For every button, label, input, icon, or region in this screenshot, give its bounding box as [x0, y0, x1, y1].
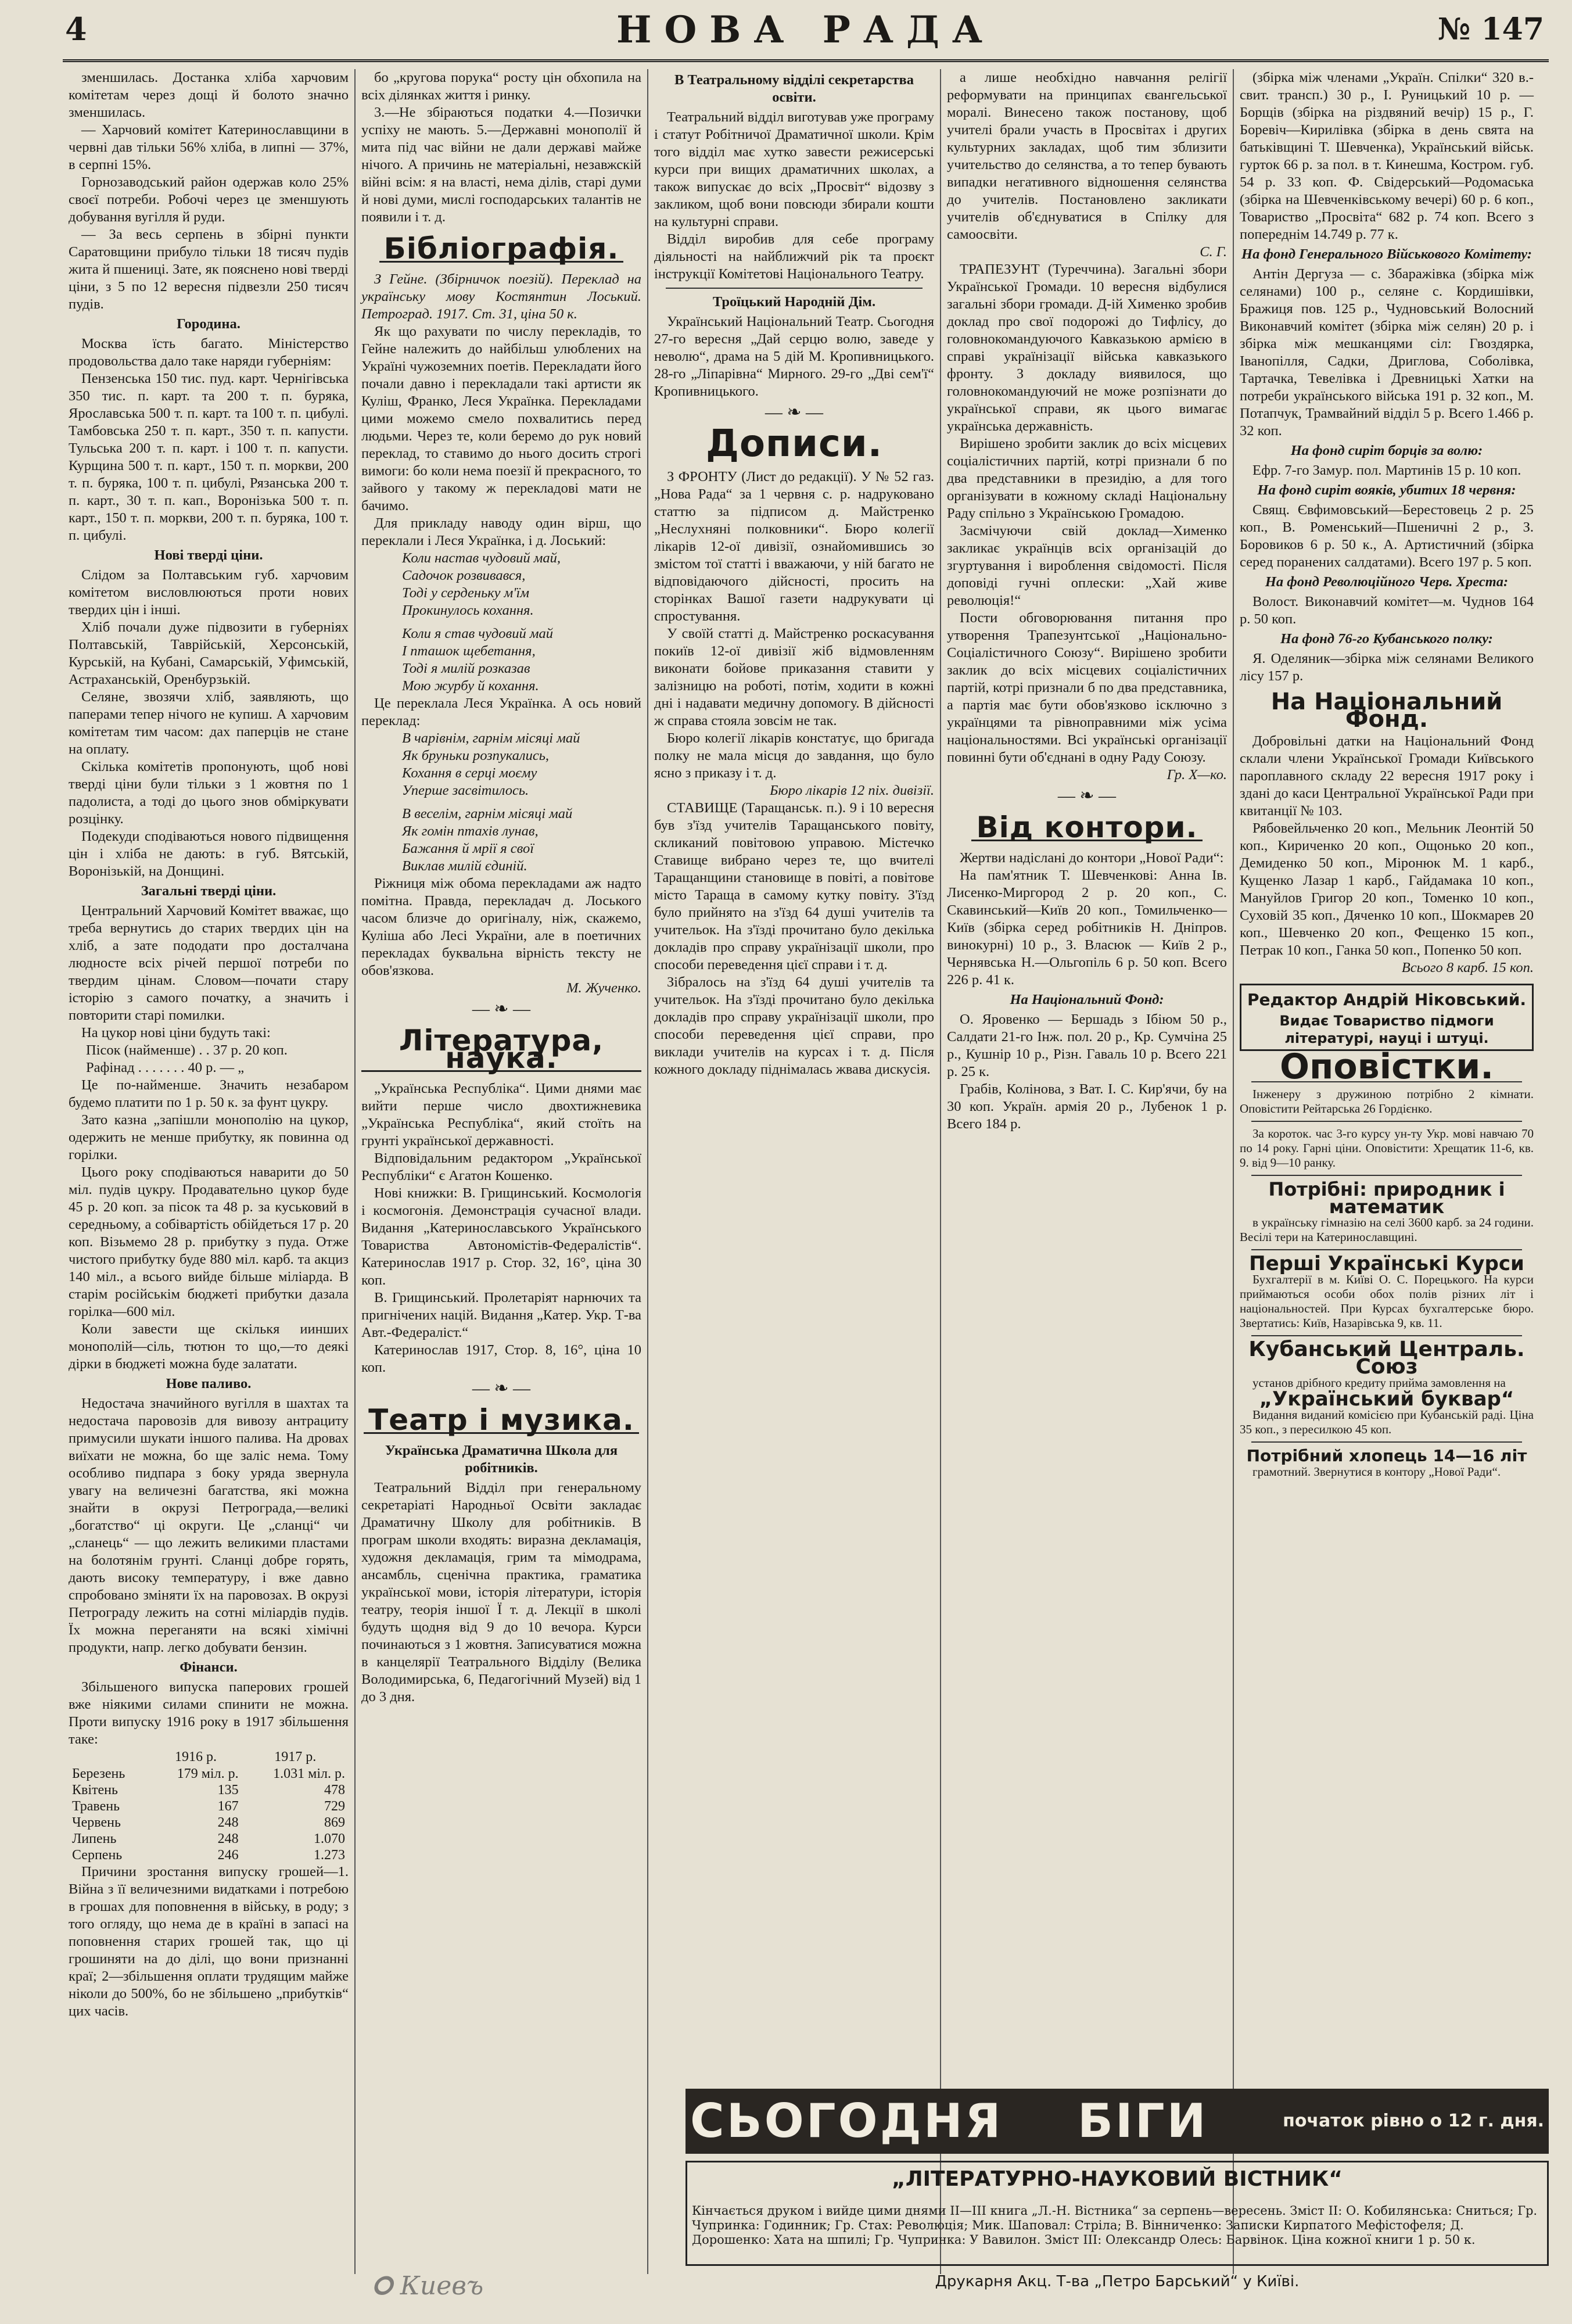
paragraph: Як що рахувати по числу перекладів, то Гейне належить до найбільш улюблених на Україні чужоземних поетів. Перекладати його почали давно і перекладали такі артисти як Куліш, Франко, Леся Українка. Перекладами цими можемо смело похвалитись перед людьми. Через те, коли беремо до рук новий переклад, то ставимо до нього досить строгі вимоги: бо коли нема поезії й прекрасного, то зайвого у такому ж перекладові мати не бачимо. — [361, 324, 641, 514]
announcement: Інженеру з дружиною потрібно 2 кімнати. Оповістити Рейтарська 26 Гордієнко. — [1240, 1087, 1534, 1116]
divider — [1251, 1249, 1522, 1250]
column-4 — [941, 69, 1234, 2274]
signature: Бюро лікарів 12 піх. дивізії. — [770, 783, 934, 798]
paragraph: Рябовейльченко 20 коп., Мельник Леонтій 50 коп., Кириченко 20 коп., Ощонько 20 коп., Демиденко 50 коп., Міронюк М. 1 карб., Кущенко Лазар 1 карб., Гайдамака 10 коп., Мануйлов Григор 20 коп., Томенко 10 коп., Суховій 35 коп., Дяченко 10 коп., Шокмарев 20 коп., Шевченко 20 коп., Фещенко 15 коп., Петрак 10 коп., Ганка 50 коп., Попенко 50 коп. — [1240, 820, 1534, 958]
page-number: 4 — [65, 10, 87, 48]
paragraph: У своїй статті д. Майстренко роскасування покиїв 12-ої дивізії жіб відмовленням виконати бойове приказання ставити у залізницю на роботі, потім, ходити в кожні дні і надавати медичну допомогу. В дійсності ж справа стояла зовсім не так. — [654, 626, 934, 729]
ornament-divider: — ❧ — — [1057, 786, 1117, 805]
paragraph: Коли завести ще скількя иинших монополій—сіль, тютюн то що,—то деякі дірки в бюджеті можна буде залатати. — [69, 1321, 349, 1372]
poem-line: Коли настав чудовий май, — [402, 550, 561, 566]
poem-line: В чарівнім, гарнім місяці май — [402, 730, 580, 746]
table-cell: 246 — [217, 1848, 239, 1863]
poem-stanza — [361, 805, 641, 875]
table-cell: Квітень — [72, 1783, 118, 1798]
poem-line: Як бруньки розпукались, — [402, 748, 549, 763]
section-heading-literature — [361, 1024, 641, 1075]
paragraph: зменшилась. Достанка хліба харчовим комітетам через дощі й болото значно зменшилась. — [69, 70, 349, 120]
ornament-divider: — ❧ — — [472, 1379, 531, 1398]
announcement-title: „Український буквар“ — [1259, 1387, 1514, 1411]
signature: С. Г. — [1200, 244, 1227, 260]
columns — [63, 69, 1549, 2274]
paragraph: Цього року сподіваються наварити до 50 міл. пудів цукру. Продавательно цукор буде 45 р. 20 коп. за пісок та 48 р. за куськовий в середньому, а собівартість обійдеться 17 р. 20 коп. Візьмемо 28 р. прибутку з пуда. Отже чистого прибутку буде 880 міл. карб. та акциз 140 міл., а всього вийде більше міліарда. В старім російськім бюджеті прибутки дазала горілка—600 міл. — [69, 1164, 349, 1319]
section-title: Література, наука. — [361, 1032, 641, 1072]
paragraph: Недостача значийного вугілля в шахтах та недостача паровозів для вивозу антрациту примусили шукати іншого палива. На дровах виїхати не можна, бо ще заліс нема. Тому особливо пидпара з боку уряда звернула увагу на величезні багатства, які можна знайти в окрузі Петрограда,—великі „богатство“ ці округи. Це „сланці“ чи „сланець“ — що лежить великими пластами на болотянім грунті. Сланці добре горять, дають високу температуру, і вже давно спробовано зміняти їх на паровозах. В окрузі Петрограду лежить на сотні міліардів пудів. Їх можна переганяти на всякі хімічні продукти, напр. легко добувати бензин. — [69, 1396, 349, 1655]
section-heading-bibliography — [361, 232, 641, 266]
subheading: На фонд 76-го Кубанського полку: — [1280, 631, 1493, 647]
table-row — [69, 1814, 349, 1831]
finance-table-header — [69, 1748, 349, 1766]
poem-line: Тоді я милій розказав — [402, 661, 530, 676]
poem-line: Садочок розвивався, — [402, 568, 526, 583]
paragraph: Вирішено зробити заклик до всіх місцевих соціалістичних партій, котрі признали б по два представники в президію, а для того організувати в кожному складі Національну Раду спільно з Українською Громадою. — [947, 436, 1227, 521]
poem-stanza — [361, 550, 641, 619]
paragraph: Ріжниця між обома перекладами аж надто помітна. Правда, перекладач д. Лоського часом близче до оригіналу, ніж, скажемо, Куліша або Лесі України, але в поетичних перекладах буквальна вірність тексту не обов'язкова. — [361, 876, 641, 978]
paragraph: В. Грищинський. Пролетаріят нарнючих та пригнічених націй. Видання „Катер. Укр. Т-ва Авт.-Федераліст.“ — [361, 1290, 641, 1340]
paragraph: Скілька комітетів пропонують, щоб нові тверді ціни були тільки з 1 жовтня по 1 падолиста, а тоді до цього знов обміркувати розцінку. — [69, 759, 349, 827]
paragraph: На пам'ятник Т. Шевченкові: Анна Ів. Лисенко-Миргород 2 р. 20 коп., С. Скавинський—Київ 20 коп., Томильченко—Київ (збірка серед робітників Н. Дніпров. винокурні) 10 р., З. Власюк — Київ 2 р., Чернявська Н.—Ольгопіль 6 р. 50 коп. Всего 226 р. 41 к. — [947, 867, 1227, 988]
total: Всього 8 карб. 15 коп. — [1401, 960, 1534, 975]
poem-line: Тоді у серденьку м'їм — [402, 585, 529, 601]
paragraph: Для прикладу наводу один вірш, що переклали і Леся Українка, і д. Лоський: — [361, 515, 641, 548]
paragraph: а лише необхідно навчання релігії реформувати на принципах євангельської моралі. Винесено також постанову, щоб учителі брали участь в Просвітах і других культурних закладах, щоб тим зблизити учительство до селянства, а то тепер бувають випадки негативного відношення селянства до учителів. Постановлено закликати учителів об'єднуватися в Спілку для самоосвіти. — [947, 70, 1227, 242]
poem-line: Бажання й мрії я свої — [402, 841, 534, 856]
paragraph: Хліб почали дуже підвозити в губерніях Полтавській, Таврійській, Херсонській, Курській, на Кубані, Самарській, Уфимській, Астраханській, Оренбурзькій. — [69, 619, 349, 687]
signature: М. Жученко. — [566, 980, 641, 996]
announcement-title: Потрібні: природник і математик — [1268, 1178, 1505, 1218]
finance-table-body — [69, 1766, 349, 1863]
subheading: Нове паливо. — [166, 1376, 252, 1391]
poem-stanza — [361, 730, 641, 799]
paragraph: О. Яровенко — Бершадь з Ібіюм 50 р., Салдати 21-го Інж. пол. 20 р., Кр. Сумчіна 25 р., Кушнір 10 р., Різн. Гаваль 10 р. Всего 221 р. 25 к. — [947, 1012, 1227, 1079]
paragraph: Селяне, звозячи хліб, заявляють, що паперами тепер нічого не купиш. А харчовим комітетам тим часом: дах паперців не стане на оплату. — [69, 689, 349, 757]
poem-line: Мою журбу й кохання. — [402, 678, 539, 694]
paragraph: Центральний Харчовий Комітет вважає, що треба вернутись до старих твердих цін на хліб, а зате пододати про досталчана людносте всіх річей першої потреби по твердим цінам. Словом—почати стару історію з самого початку, а значить і повторити старі помилки. — [69, 903, 349, 1023]
ornament-divider: — ❧ — — [472, 999, 531, 1018]
table-cell: 729 — [324, 1799, 345, 1814]
vistnik-text: Кінчається друком і вийде цими днями II—III книга „Л.-Н. Вістника“ за серпень—вересень. Зміст II: О. Кобилянська: Сниться; Гр. Чупринка: Годинник; Гр. Стах: Революція; Мик. Шаповал: Стріла; В. Вінниченко: Записки Кирпатого Мефістофеля; Д. Дорошенко: Хата на шпилі; Гр. Чупринка: У Вавилон. Зміст III: Олександр Олесь: Барвінок. Ціна кожної книги 1 р. 50 к. — [692, 2204, 1538, 2247]
divider — [1251, 1441, 1522, 1443]
finance-table — [69, 1748, 349, 1863]
sugar-price: Пісок (найменше) . . 37 р. 20 коп. — [86, 1042, 288, 1058]
poem-line: В веселім, гарнім місяці май — [402, 806, 573, 822]
vistnik-title: „ЛІТЕРАТУРНО-НАУКОВИЙ ВІСТНИК“ — [892, 2167, 1343, 2191]
paragraph: Нові книжки: В. Грищинський. Космологія і космогонія. Демонстрація сучасної влади. Видання „Катеринославського Українського Товариства Автономістів-Федералістів“. Катеринослав 1917 р. Стор. 32, 16°, ціна 30 коп. — [361, 1185, 641, 1288]
ornament-divider: — ❧ — — [765, 403, 824, 422]
page-header — [63, 6, 1549, 62]
subheading: На фонд Генерального Військового Комітету: — [1241, 246, 1532, 262]
paragraph: Грабів, Колінова, з Ват. І. С. Кир'ячи, бу на 30 коп. Україн. армія 20 р., Лубенок 1 р. Всего 184 р. — [947, 1081, 1227, 1132]
paragraph: СТАВИЩЕ (Таращанськ. п.). 9 і 10 вересня був з'їзд учителів Таращанського повіту, скликаний повітовою управою. Містечко Ставище вибрано через те, що вчителі Таращанщини становище в повіті, а повітове місто Тараща в самому кутку повіту. З'їзд було прийнято на з'їзд 64 душі учителів та учительок. На з'їзді прочитано було декілька докладів про справу українізації школи, про способи переведення цієї справи і т. д. — [654, 800, 934, 973]
table-cell: 478 — [324, 1783, 345, 1798]
subheading: На фонд Революційного Черв. Хреста: — [1265, 574, 1509, 590]
paragraph: ТРАПЕЗУНТ (Туреччина). Загальні збори Української Громади. 10 вересня відбулися загальні збори громади. Д-ій Хименко зробив доклад про свої подорожі до Тифлісу, до головнокомандуючого Кавказькою армією в справі українізації війська кавказького фронту. З докладу виявилося, що головнокомандуючий не може розпізнати до української справи, як цього вимагає українська державність. — [947, 261, 1227, 434]
column-2 — [356, 69, 648, 2274]
divider — [666, 288, 923, 289]
subheading: Троїцький Народній Дім. — [712, 294, 876, 310]
paragraph: З ФРОНТУ (Лист до редакції). У № 52 газ. „Нова Рада“ за 1 червня с. р. надруковано статтю за підписом д. Майстренко „Неслухняні полковники“. Бюро колегії лікарів 12-ої дивізії, ознайомившись зо змістом тої статті і вважаючи, у ній багато не відповідаючого дійсності, просить на сторінках Вашої газети надрукувати ці спростування. — [654, 469, 934, 624]
table-row — [69, 1782, 349, 1798]
announcement: Видання виданий комісією при Кубанській раді. Ціна 35 коп., з пересилкою 45 коп. — [1240, 1408, 1534, 1436]
paragraph: Пензенська 150 тис. пуд. карт. Чернігівська 350 тис. п. карт. та 200 т. п. буряка, Ярославська 500 т. п. карт. та 100 т. п. цибулі. Тамбовська 250 т. п. карт., 350 т. п. капусти. Тульська 200 т. п. карт. і 100 т. п. капусти. Курщина 500 т. п. карт., 150 т. п. моркви, 200 т. п. буряка, 100 т. п. цибулі, Рязанська 200 т. п. карт., 30 т. п. кап., Воронізька 500 т. п. карт., 150 т. п. моркви, 200 т. п. буряка, 100 т. п. цибулі. — [69, 371, 349, 543]
poem-line: І пташок щебетання, — [402, 643, 536, 659]
poem-line: Коли я став чудовий май — [402, 626, 553, 641]
table-header-cell: 1916 р. — [175, 1749, 217, 1764]
paragraph: Жертви надіслані до контори „Нової Ради“: — [960, 850, 1224, 866]
announcement: установ дрібного кредиту прийма замовлення на — [1252, 1376, 1506, 1390]
banner-today: СЬОГОДНЯ — [690, 2094, 1003, 2148]
banner-races: БІГИ — [1077, 2094, 1208, 2148]
subheading: Фінанси. — [180, 1659, 238, 1675]
divider — [1251, 1335, 1522, 1336]
paragraph: Свящ. Євфимовський—Берестовець 2 р. 25 коп., В. Роменський—Пшеничні 2 р., З. Боровиков 6 р. 50 к., А. Артистичний (збірка серед поранених салдатами). Всего 197 р. 5 коп. — [1240, 502, 1534, 570]
table-row — [69, 1847, 349, 1863]
paragraph: Волост. Виконавчий комітет—м. Чуднов 164 р. 50 коп. — [1240, 594, 1534, 627]
paragraph: Бюро колегії лікарів констатує, що бригада полку не мала місця до завдання, що було ясно з приказу і т. д. — [654, 730, 934, 781]
library-stamp: 🞇 Киевъ — [372, 2271, 484, 2301]
paragraph: Причини зростання випуску грошей—1. Війна з її величезними видатками і потребою в грошах для поповнення в війську, в роду; з того огляду, що нема де в країні в запасі на поповнення старих грошей так, що ці грошиняти на до ділі, що вони признанні краї; 2—збільшення оплати трудящим майже ніколи до 500%, бо не збільшено „прибутків“ цих часів. — [69, 1864, 349, 2019]
paragraph: Москва їсть багато. Міністерство продовольства дало таке наряди губерніям: — [69, 336, 349, 369]
races-banner — [685, 2089, 1549, 2154]
paragraph: Зато казна „запішли монополію на цукор, одержить не менше прибутку, як повинна од горілки. — [69, 1112, 349, 1163]
table-header-cell: 1917 р. — [274, 1749, 317, 1764]
editor-line: Редактор Андрій Ніковський. — [1247, 990, 1527, 1009]
subheading: Нові тверді ціни. — [154, 547, 263, 563]
paragraph: Добровільні датки на Національний Фонд склали члени Української Громади Київського пароплавного складу 22 вересня 1917 року і здані до каси Центральної Української Ради при квитанції № 103. — [1240, 733, 1534, 819]
paragraph: Горнозаводський район одержав коло 25% своєї потреби. Робочі через це зменшують добування вугілля й руди. — [69, 174, 349, 225]
table-row — [69, 1831, 349, 1847]
table-header-cell — [69, 1748, 149, 1766]
table-row — [69, 1798, 349, 1814]
paragraph: Ефр. 7-го Замур. пол. Мартинів 15 р. 10 коп. — [1252, 462, 1521, 478]
stamp-text: Киевъ — [400, 2271, 484, 2301]
paragraph: — Харчовий комітет Катеринославщини в червні дав тільки 56% хліба, в липні — 37%, в серпні 15%. — [69, 122, 349, 173]
table-cell: Липень — [72, 1831, 117, 1846]
paragraph: Український Національний Театр. Сьогодня 27-го вересня „Дай серцю волю, заведе у неволю“, драма на 5 дій М. Кропивницького. 28-го „Ліпарівна“ Мирного. 29-го „Дві сем'ї“ Кропивницького. — [654, 314, 934, 399]
paragraph: Засмічуючи свій доклад—Хименко закликає українців всіх організацій до згуртування і вироблення свідомості. Після доповіді гучні оплески: „Хай живе революція!“ — [947, 523, 1227, 608]
table-cell: Травень — [72, 1799, 120, 1814]
column-1 — [63, 69, 356, 2274]
section-title: Від контори. — [971, 819, 1202, 841]
paragraph: бо „кругова порука“ росту цін обхопила на всіх ділянках життя і ринку. — [361, 70, 641, 103]
table-cell: 167 — [217, 1799, 239, 1814]
announcement-title: Перші Українські Курси — [1249, 1252, 1524, 1275]
section-title: На Національний Фонд. — [1270, 688, 1503, 733]
paragraph: (збірка між членами „Україн. Спілки“ 320 в.-свит. трансп.) 30 р., І. Руницький 10 р. — Борщів (збірка на різдвяний вечір) 15 р., Г. Боревіч—Кирилівка (збірка в день свята на батьківщині Т. Шевченка), Український військ. гурток 66 р. за пол. в т. Кинешма, Костром. губ. 54 р. 33 коп. Ф. Свідерський—Родомаська (збірка на Шевченківському вечері) 60 р. 6 коп., Товариство „Просвіта“ 682 р. 74 коп. Всего з попереднім 14.749 р. 77 к. — [1240, 70, 1534, 242]
column-5 — [1234, 69, 1539, 2274]
divider — [1251, 1121, 1522, 1122]
paragraph: Відділ виробив для себе програму діяльності на найближчий рік та проєкт інструкції Комітетові Національного Театру. — [654, 231, 934, 282]
announcement: За короток. час 3-го курсу ун-ту Укр. мові навчаю 70 по 14 року. Гарні ціни. Оповістити: Хрещатик 11-6, кв. 9. від 9—10 ранку. — [1240, 1127, 1534, 1170]
paragraph: Це по-найменше. Значить незабаром будемо платити по 1 р. 50 к. за фунт цукру. — [69, 1077, 349, 1110]
paragraph: Пости обговорювання питання про утворення Трапезунтської „Національно-Соціалістичного Союзу“. Вирішено зробити заклик до всіх місцевих соціалістичних партій, котрі признали б по два представника, а партія має бути обов'язково ісключно з українцями та рівноправними між усіма національностями. Всі українські організації повинні бути об'єднані в одну Раду Союзу. — [947, 610, 1227, 765]
subheading: На фонд сиріт борців за волю: — [1290, 443, 1483, 458]
table-cell: 1.273 — [314, 1848, 345, 1863]
subheading: Українська Драматична Школа для робітників. — [385, 1443, 618, 1476]
announcement: грамотний. Звернутися в контору „Нової Ради“. — [1252, 1465, 1501, 1479]
table-cell: Серпень — [72, 1848, 123, 1863]
section-title: Театр і музика. — [364, 1411, 639, 1434]
poem-line: Виклав милій єдиній. — [402, 858, 527, 874]
announcement: Бухгалтерії в м. Київі О. С. Порецького. На курси приймаються особи обох полів різних літ і національностей. При Курсах бухгалтерське бюро. Звертатись: Київ, Назарівська 9, кв. 11. — [1240, 1272, 1534, 1330]
section-title-announcements: Оповістки. — [1279, 1046, 1494, 1087]
poem-line: Уперше засвітилось. — [402, 783, 529, 798]
subheading: Городина. — [177, 316, 241, 332]
paragraph: З Гейне. (Збірничок поезій). Переклад на українську мову Костянтин Лоський. Петроград. 1917. Ст. 31, ціна 50 к. — [361, 271, 641, 322]
paragraph: Театральний відділ виготував уже програму і статут Робітничої Драматичної школи. Крім того відділ має хутко завести режисерські курси при вищих драматичних школах, а також випускає до всіх „Просвіт“ відозву з закликом, щоб вони повсюди збирали кошти на культурні справи. — [654, 109, 934, 229]
sugar-price: Рафінад . . . . . . . 40 р. — „ — [86, 1060, 245, 1075]
issue-number: № 147 — [1437, 12, 1544, 47]
banner-time: початок рівно о 12 г. дня. — [1283, 2111, 1544, 2131]
paragraph: Слідом за Полтавським губ. харчовим комітетом висловлюються проти нових твердих цін і інші. — [69, 567, 349, 618]
subheading: В Театральному відділі секретарства освіти. — [674, 72, 914, 105]
table-row — [69, 1766, 349, 1782]
section-title: Бібліографія. — [379, 240, 624, 263]
poem-stanza — [361, 625, 641, 695]
table-cell: Березень — [72, 1766, 125, 1781]
vistnik-ad — [685, 2161, 1549, 2266]
subheading: На Національний Фонд: — [1010, 992, 1164, 1007]
announcement: в українську гімназію на селі 3600 карб. за 24 години. Весілі тери на Катеринославщині. — [1240, 1215, 1534, 1244]
printer-line: Друкарня Акц. Т-ва „Петро Барський“ у Київі. — [935, 2273, 1300, 2290]
paragraph: Це переклала Леся Українка. А ось новий переклад: — [361, 695, 641, 729]
editor-box — [1240, 984, 1534, 1051]
subheading: На фонд сиріт вояків, убитих 18 червня: — [1257, 482, 1516, 498]
bottom-ads — [685, 2082, 1549, 2290]
publisher-line: Видає Товариство підмоги літературі, науці і штуці. — [1279, 1013, 1494, 1046]
table-cell: 248 — [217, 1815, 239, 1830]
paragraph: Відповідальним редактором „Української Республіки“ є Агатон Кошенко. — [361, 1150, 641, 1183]
table-cell: 179 міл. р. — [177, 1766, 239, 1781]
table-cell: 248 — [217, 1831, 239, 1846]
paragraph: „Українська Республіка“. Цими днями має вийти перше число двохтижневика „Українська Республіка“, який стоїть на грунті української державності. — [361, 1081, 641, 1149]
signature: Гр. Х—ко. — [1167, 767, 1227, 783]
poem-line: Кохання в серці моєму — [402, 765, 537, 781]
poem-line: Прокинулось кохання. — [402, 602, 534, 618]
paragraph: На цукор нові ціни будуть такі: — [81, 1025, 271, 1041]
table-cell: 1.031 міл. р. — [273, 1766, 345, 1781]
masthead: НОВА РАДА — [616, 8, 995, 52]
column-3 — [648, 69, 941, 2274]
table-cell: 135 — [217, 1783, 239, 1798]
section-heading-kontora — [947, 810, 1227, 844]
table-cell: 869 — [324, 1815, 345, 1830]
section-title: Дописи. — [705, 422, 883, 465]
section-heading-theatre — [361, 1403, 641, 1437]
table-cell: Червень — [72, 1815, 121, 1830]
paragraph: Театральний Відділ при генеральному секретаріаті Народньої Освіти закладає Драматичну Школу для робітників. В програм школи входять: виразна декламація, художня декламація, грим та мімодрама, ансамбль, сценічна практика, граматика української мови, історія літератури, історія театру, теорія іншої Ї т. д. Лекції в школі будуть щодня від 9 до 10 вечора. Курси починаються з 1 жовтня. Записуватися можна в канцелярії Театрального Відділу (Велика Володимирська, 6, Педагогічний Музей) від 1 до 3 дня. — [361, 1480, 641, 1705]
paragraph: Подекуди сподіваються нового підвищення цін і хліба не дають: в губ. Вятській, Воронізькій, на Донщині. — [69, 829, 349, 879]
poem-line: Як гомін птахів лунав, — [402, 823, 539, 839]
announcement-title: Кубанський Централь. Союз — [1248, 1337, 1525, 1379]
announcement-title: Потрібний хлопець 14—16 літ — [1246, 1446, 1527, 1465]
paragraph: Збільшеного випуска паперових грошей вже ніякими силами спинити не можна. Проти випуску 1916 року в 1917 збільшення таке: — [69, 1679, 349, 1747]
paragraph: Антін Дергуза — с. Збаражівка (збірка між селянами) 100 р., селяне с. Кордишівки, Бражиця пов. 125 р., Чудновський Волосний Виконавчий комітет (збірка між селян) 20 р. і збірка між мешканцями сіл: Гвоздярка, Іванопілля, Садки, Дриглова, Соболівка, Тартачка, Тевелівка і Древницькі Хатки на потреби українського війська 191 р. 32 коп., М. Потапчук, Трамвайний відділ 5 р. Всего 1.466 р. 32 коп. — [1240, 266, 1534, 439]
paragraph: Зібралось на з'їзд 64 душі учителів та учительок. На з'їзді прочитано було декілька докладів про справу українізації школи, про способи переведення цієї справи, про виклади учителів на курсах і т. д. Після кожного докладу піднімалась жвава дискусія. — [654, 974, 934, 1077]
section-heading-dopysy — [654, 422, 934, 465]
paragraph: 3.—Не збіраються податки 4.—Позички успіху не мають. 5.—Державні монополії й мита під час війни не дали державі майже нічого. А причинь не матеріальні, незавжскій війні всім: я на власті, нема ділів, старі думи й нові думи, мислі господарських талантів не появили і т. д. — [361, 105, 641, 225]
divider — [1251, 1175, 1522, 1176]
paragraph: — За весь серпень в збірні пункти Саратовщини прибуло тільки 18 тисяч пудів жита й пшениці. Зате, як пояснено нові тверді ціни, з 5 по 12 вересня підвезли 250 тисяч пудів. — [69, 227, 349, 312]
subheading: Загальні тверді ціни. — [141, 883, 277, 899]
table-cell: 1.070 — [314, 1831, 345, 1846]
paragraph: Катеринослав 1917, Стор. 8, 16°, ціна 10 коп. — [361, 1342, 641, 1375]
paragraph: Я. Оделяник—збірка між селянами Великого лісу 157 р. — [1240, 651, 1534, 684]
